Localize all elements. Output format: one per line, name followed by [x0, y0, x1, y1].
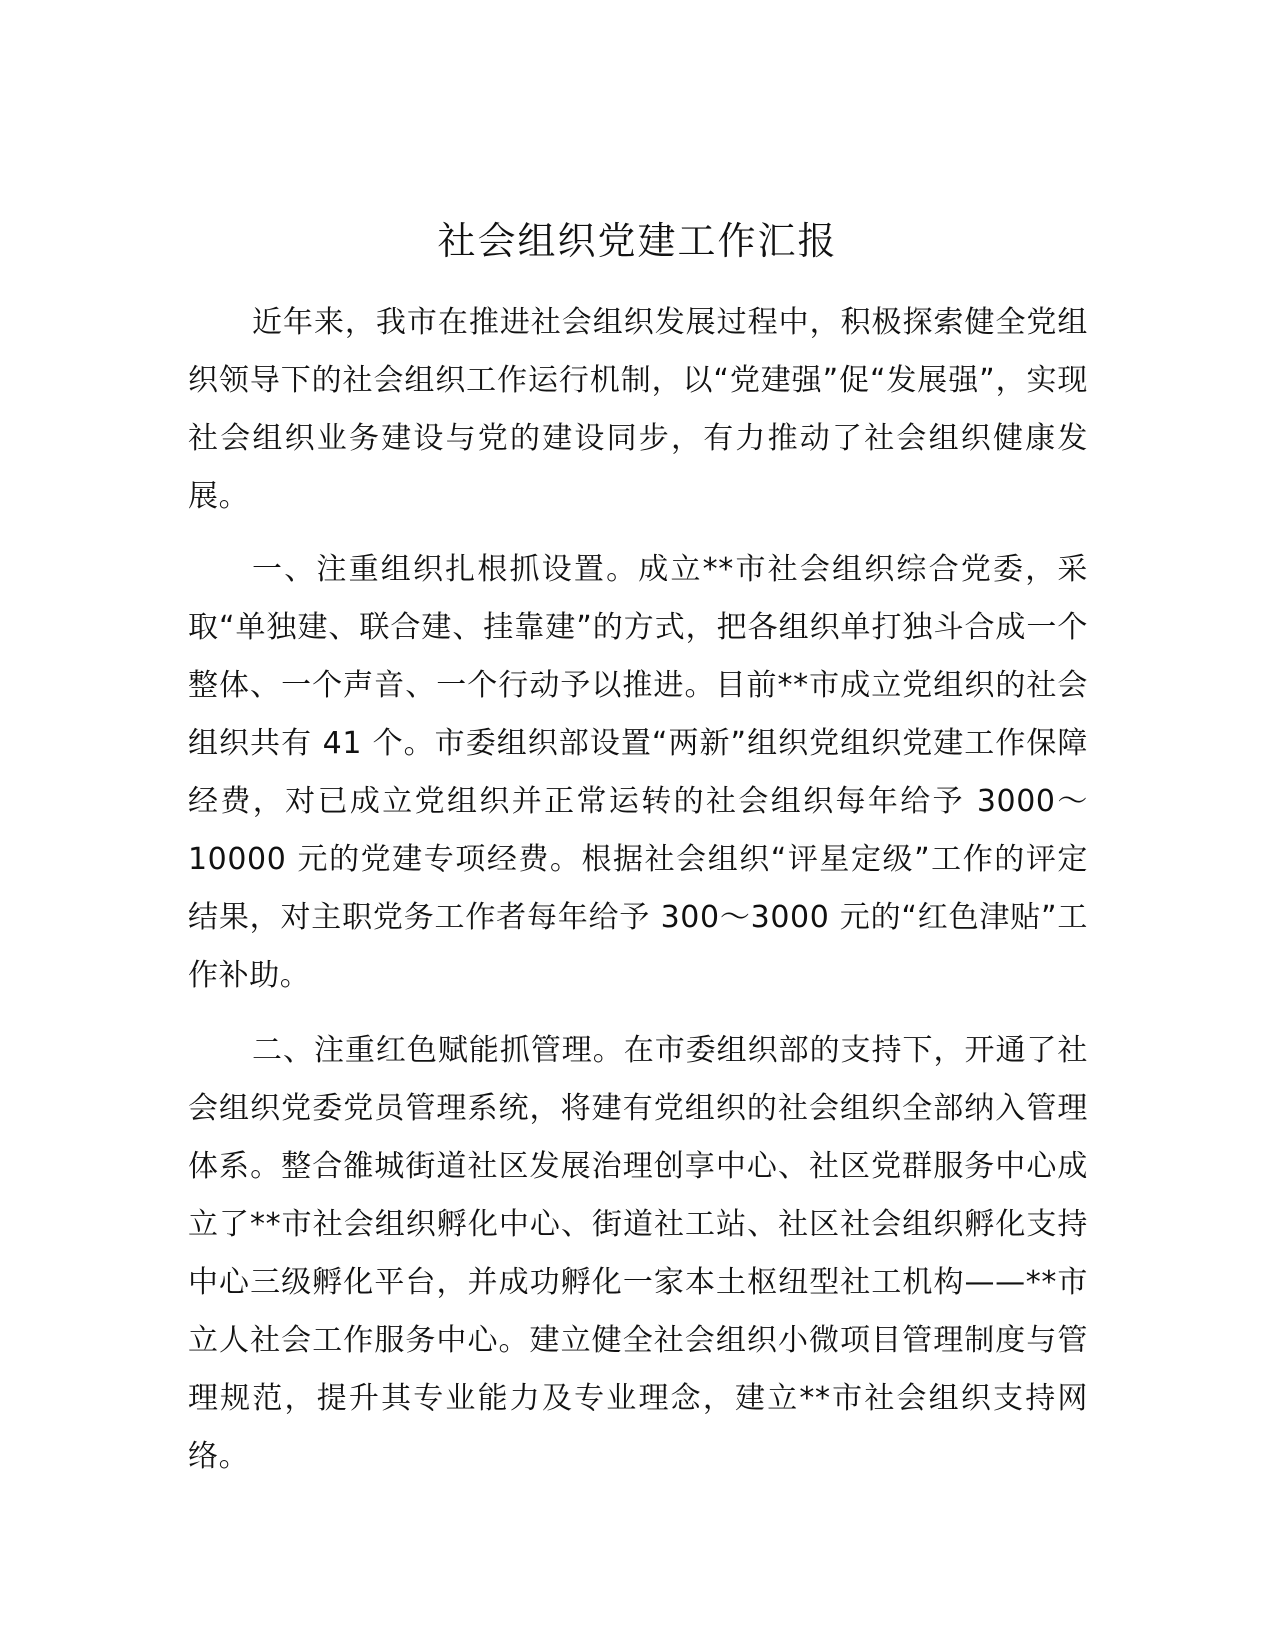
paragraph-section-two: 二、注重红色赋能抓管理。在市委组织部的支持下，开通了社会组织党委党员管理系统，将建有党组织的社会组织全部纳入管理体系。整合雒城街道社区发展治理创享中心、社区党群服务中心成立了**市社会组织孵化中心、街道社工站、社区社会组织孵化支持中心三级孵化平台，并成功孵化一家本土枢纽型社工机构——**市立人社会工作服务中心。建立健全社会组织小微项目管理制度与管理规范，提升其专业能力及专业理念，建立**市社会组织支持网络。 [188, 1033, 1088, 1474]
paragraph-section-one: 一、注重组织扎根抓设置。成立**市社会组织综合党委，采取“单独建、联合建、挂靠建”的方式，把各组织单打独斗合成一个整体、一个声音、一个行动予以推进。目前**市成立党组织的社会组织共有 41 个。市委组织部设置“两新”组织党组织党建工作保障经费，对已成立党组织并正常运转的社会组织每年给予 3000～10000 元的党建专项经费。根据社会组织“评星定级”工作的评定结果，对主职党务工作者每年给予 300～3000 元的“红色津贴”工作补助。 [188, 552, 1088, 993]
document-title: 社会组织党建工作汇报 [437, 219, 838, 263]
paragraph-intro: 近年来，我市在推进社会组织发展过程中，积极探索健全党组织领导下的社会组织工作运行机制，以“党建强”促“发展强”，实现社会组织业务建设与党的建设同步，有力推动了社会组织健康发展。 [188, 305, 1088, 514]
